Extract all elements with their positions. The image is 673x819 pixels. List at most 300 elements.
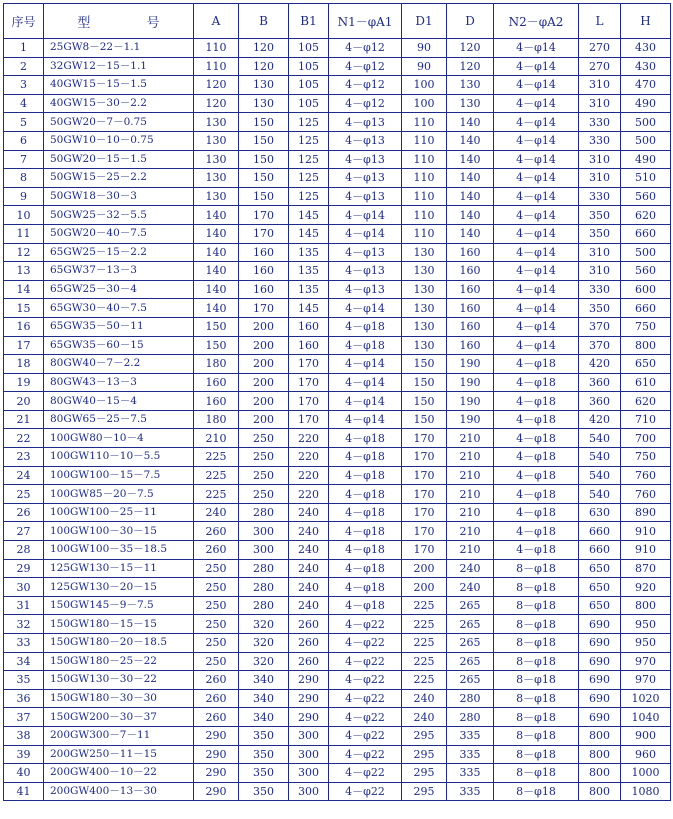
cell-a: 250 <box>194 596 239 615</box>
cell-index: 11 <box>4 224 44 243</box>
cell-n2-a2: 8－φ18 <box>494 559 579 578</box>
cell-b1: 135 <box>289 262 329 281</box>
cell-a: 140 <box>194 243 239 262</box>
cell-d1: 90 <box>402 57 447 76</box>
cell-l: 350 <box>579 224 621 243</box>
cell-d1: 225 <box>402 596 447 615</box>
cell-b: 120 <box>239 57 289 76</box>
cell-model: 100GW80－10－4 <box>44 429 194 448</box>
cell-h: 900 <box>621 726 671 745</box>
cell-d1: 110 <box>402 187 447 206</box>
cell-n1-a1: 4－φ18 <box>329 503 402 522</box>
cell-d: 140 <box>447 150 494 169</box>
cell-l: 310 <box>579 169 621 188</box>
cell-b: 200 <box>239 355 289 374</box>
cell-n1-a1: 4－φ22 <box>329 782 402 801</box>
cell-model: 100GW110－10－5.5 <box>44 448 194 467</box>
header-row <box>4 4 671 39</box>
cell-l: 270 <box>579 57 621 76</box>
cell-n1-a1: 4－φ18 <box>329 336 402 355</box>
cell-h: 650 <box>621 355 671 374</box>
cell-n2-a2: 4－φ18 <box>494 429 579 448</box>
cell-l: 690 <box>579 615 621 634</box>
cell-n1-a1: 4－φ13 <box>329 280 402 299</box>
cell-model: 50GW18－30－3 <box>44 187 194 206</box>
cell-index: 22 <box>4 429 44 448</box>
cell-h: 950 <box>621 634 671 653</box>
cell-model: 150GW180－15－15 <box>44 615 194 634</box>
table-row <box>4 634 671 653</box>
cell-h: 470 <box>621 76 671 95</box>
cell-b: 200 <box>239 392 289 411</box>
table-row <box>4 485 671 504</box>
cell-n1-a1: 4－φ18 <box>329 596 402 615</box>
cell-d1: 130 <box>402 262 447 281</box>
cell-h: 950 <box>621 615 671 634</box>
cell-a: 140 <box>194 206 239 225</box>
cell-d1: 170 <box>402 541 447 560</box>
cell-h: 750 <box>621 448 671 467</box>
cell-n1-a1: 4－φ12 <box>329 57 402 76</box>
cell-b: 350 <box>239 764 289 783</box>
cell-a: 260 <box>194 541 239 560</box>
table-row <box>4 280 671 299</box>
cell-b1: 240 <box>289 503 329 522</box>
cell-b1: 170 <box>289 373 329 392</box>
cell-n2-a2: 8－φ18 <box>494 634 579 653</box>
cell-model: 65GW37－13－3 <box>44 262 194 281</box>
cell-b: 300 <box>239 541 289 560</box>
cell-d: 160 <box>447 262 494 281</box>
cell-b: 150 <box>239 131 289 150</box>
cell-d: 210 <box>447 429 494 448</box>
cell-l: 800 <box>579 745 621 764</box>
cell-l: 660 <box>579 541 621 560</box>
cell-b1: 290 <box>289 708 329 727</box>
cell-h: 660 <box>621 224 671 243</box>
cell-l: 690 <box>579 634 621 653</box>
cell-n1-a1: 4－φ14 <box>329 373 402 392</box>
cell-a: 140 <box>194 224 239 243</box>
cell-n1-a1: 4－φ18 <box>329 485 402 504</box>
header-n2-a2: N2－φA2 <box>494 4 579 39</box>
cell-d: 190 <box>447 373 494 392</box>
table-row <box>4 131 671 150</box>
cell-d1: 170 <box>402 429 447 448</box>
cell-index: 31 <box>4 596 44 615</box>
cell-h: 700 <box>621 429 671 448</box>
cell-d: 265 <box>447 634 494 653</box>
cell-model: 80GW65－25－7.5 <box>44 410 194 429</box>
cell-n2-a2: 4－φ18 <box>494 373 579 392</box>
cell-n2-a2: 4－φ18 <box>494 466 579 485</box>
cell-index: 15 <box>4 299 44 318</box>
cell-d: 140 <box>447 187 494 206</box>
cell-index: 9 <box>4 187 44 206</box>
cell-index: 28 <box>4 541 44 560</box>
cell-d1: 240 <box>402 708 447 727</box>
header-index: 序号 <box>4 4 44 39</box>
cell-b: 150 <box>239 187 289 206</box>
cell-a: 140 <box>194 262 239 281</box>
cell-model: 65GW25－15－2.2 <box>44 243 194 262</box>
cell-n1-a1: 4－φ12 <box>329 94 402 113</box>
cell-l: 310 <box>579 150 621 169</box>
cell-n1-a1: 4－φ14 <box>329 410 402 429</box>
cell-b1: 290 <box>289 671 329 690</box>
cell-d1: 225 <box>402 652 447 671</box>
cell-d1: 150 <box>402 410 447 429</box>
cell-n2-a2: 8－φ18 <box>494 652 579 671</box>
cell-index: 33 <box>4 634 44 653</box>
cell-b1: 240 <box>289 578 329 597</box>
cell-d: 210 <box>447 448 494 467</box>
cell-d1: 200 <box>402 559 447 578</box>
cell-h: 800 <box>621 596 671 615</box>
cell-b: 350 <box>239 782 289 801</box>
cell-d1: 130 <box>402 336 447 355</box>
cell-model: 80GW40－15－4 <box>44 392 194 411</box>
cell-model: 65GW30－40－7.5 <box>44 299 194 318</box>
cell-d: 240 <box>447 578 494 597</box>
cell-index: 16 <box>4 317 44 336</box>
cell-h: 490 <box>621 150 671 169</box>
cell-l: 350 <box>579 206 621 225</box>
cell-l: 360 <box>579 373 621 392</box>
cell-model: 40GW15－30－2.2 <box>44 94 194 113</box>
cell-d: 265 <box>447 671 494 690</box>
cell-b: 350 <box>239 745 289 764</box>
cell-model: 32GW12－15－1.1 <box>44 57 194 76</box>
cell-n2-a2: 4－φ14 <box>494 317 579 336</box>
cell-l: 420 <box>579 410 621 429</box>
cell-h: 970 <box>621 671 671 690</box>
cell-model: 100GW100－15－7.5 <box>44 466 194 485</box>
cell-b1: 300 <box>289 764 329 783</box>
cell-a: 140 <box>194 299 239 318</box>
cell-n2-a2: 4－φ14 <box>494 280 579 299</box>
cell-d1: 150 <box>402 373 447 392</box>
table-row <box>4 559 671 578</box>
cell-index: 12 <box>4 243 44 262</box>
cell-model: 150GW180－25－22 <box>44 652 194 671</box>
table-row <box>4 76 671 95</box>
cell-d: 265 <box>447 615 494 634</box>
table-row <box>4 764 671 783</box>
cell-a: 130 <box>194 187 239 206</box>
cell-l: 650 <box>579 578 621 597</box>
table-row <box>4 726 671 745</box>
cell-d1: 150 <box>402 355 447 374</box>
cell-h: 760 <box>621 466 671 485</box>
cell-model: 100GW100－25－11 <box>44 503 194 522</box>
cell-index: 8 <box>4 169 44 188</box>
cell-b1: 125 <box>289 187 329 206</box>
cell-l: 540 <box>579 448 621 467</box>
cell-h: 560 <box>621 187 671 206</box>
table-row <box>4 522 671 541</box>
cell-b1: 125 <box>289 131 329 150</box>
cell-index: 14 <box>4 280 44 299</box>
cell-b: 320 <box>239 652 289 671</box>
cell-b: 170 <box>239 299 289 318</box>
cell-d1: 295 <box>402 745 447 764</box>
cell-n2-a2: 4－φ18 <box>494 392 579 411</box>
cell-d: 140 <box>447 169 494 188</box>
header-a: A <box>194 4 239 39</box>
cell-l: 650 <box>579 559 621 578</box>
cell-index: 10 <box>4 206 44 225</box>
table-row <box>4 373 671 392</box>
cell-a: 250 <box>194 559 239 578</box>
cell-d1: 130 <box>402 280 447 299</box>
header-l: L <box>579 4 621 39</box>
cell-d: 210 <box>447 466 494 485</box>
cell-n2-a2: 8－φ18 <box>494 745 579 764</box>
cell-a: 225 <box>194 466 239 485</box>
cell-index: 38 <box>4 726 44 745</box>
cell-d1: 130 <box>402 317 447 336</box>
cell-b: 130 <box>239 94 289 113</box>
cell-b1: 160 <box>289 336 329 355</box>
cell-d1: 170 <box>402 485 447 504</box>
cell-h: 710 <box>621 410 671 429</box>
cell-a: 260 <box>194 671 239 690</box>
cell-h: 750 <box>621 317 671 336</box>
cell-n1-a1: 4－φ13 <box>329 187 402 206</box>
cell-b1: 220 <box>289 429 329 448</box>
cell-b: 250 <box>239 429 289 448</box>
cell-l: 310 <box>579 94 621 113</box>
cell-b: 340 <box>239 671 289 690</box>
cell-a: 120 <box>194 76 239 95</box>
cell-d1: 150 <box>402 392 447 411</box>
cell-d: 160 <box>447 317 494 336</box>
cell-n2-a2: 8－φ18 <box>494 596 579 615</box>
cell-d: 210 <box>447 485 494 504</box>
cell-model: 100GW85－20－7.5 <box>44 485 194 504</box>
cell-a: 250 <box>194 634 239 653</box>
cell-a: 250 <box>194 615 239 634</box>
cell-l: 270 <box>579 39 621 58</box>
cell-a: 250 <box>194 652 239 671</box>
cell-b1: 260 <box>289 615 329 634</box>
cell-n1-a1: 4－φ18 <box>329 559 402 578</box>
cell-model: 50GW25－32－5.5 <box>44 206 194 225</box>
cell-n2-a2: 8－φ18 <box>494 578 579 597</box>
cell-b: 280 <box>239 578 289 597</box>
cell-n2-a2: 4－φ14 <box>494 94 579 113</box>
cell-l: 330 <box>579 113 621 132</box>
cell-d1: 225 <box>402 634 447 653</box>
cell-a: 260 <box>194 522 239 541</box>
cell-a: 210 <box>194 429 239 448</box>
cell-model: 100GW100－35－18.5 <box>44 541 194 560</box>
cell-l: 330 <box>579 280 621 299</box>
cell-n1-a1: 4－φ22 <box>329 745 402 764</box>
cell-n2-a2: 4－φ14 <box>494 131 579 150</box>
cell-n2-a2: 4－φ14 <box>494 39 579 58</box>
cell-model: 125GW130－20－15 <box>44 578 194 597</box>
cell-b: 250 <box>239 448 289 467</box>
cell-l: 310 <box>579 243 621 262</box>
header-d1: D1 <box>402 4 447 39</box>
cell-n2-a2: 4－φ14 <box>494 206 579 225</box>
cell-index: 1 <box>4 39 44 58</box>
table-row <box>4 336 671 355</box>
cell-index: 35 <box>4 671 44 690</box>
cell-n1-a1: 4－φ22 <box>329 726 402 745</box>
table-row <box>4 113 671 132</box>
cell-d: 190 <box>447 392 494 411</box>
cell-n2-a2: 4－φ14 <box>494 187 579 206</box>
cell-b: 200 <box>239 336 289 355</box>
cell-b: 350 <box>239 726 289 745</box>
cell-n2-a2: 8－φ18 <box>494 615 579 634</box>
cell-h: 500 <box>621 113 671 132</box>
cell-d: 335 <box>447 726 494 745</box>
cell-model: 65GW35－60－15 <box>44 336 194 355</box>
cell-b: 320 <box>239 615 289 634</box>
cell-l: 800 <box>579 764 621 783</box>
cell-d1: 200 <box>402 578 447 597</box>
cell-model: 150GW130－30－22 <box>44 671 194 690</box>
cell-model: 50GW20－7－0.75 <box>44 113 194 132</box>
cell-a: 140 <box>194 280 239 299</box>
cell-b: 160 <box>239 280 289 299</box>
table-row <box>4 615 671 634</box>
table-row <box>4 503 671 522</box>
cell-n1-a1: 4－φ22 <box>329 708 402 727</box>
cell-d: 210 <box>447 503 494 522</box>
cell-index: 24 <box>4 466 44 485</box>
cell-n1-a1: 4－φ22 <box>329 615 402 634</box>
cell-b: 280 <box>239 559 289 578</box>
cell-h: 430 <box>621 57 671 76</box>
cell-index: 29 <box>4 559 44 578</box>
table-row <box>4 224 671 243</box>
cell-b1: 160 <box>289 317 329 336</box>
cell-a: 160 <box>194 392 239 411</box>
cell-h: 1020 <box>621 689 671 708</box>
cell-d: 120 <box>447 39 494 58</box>
cell-n2-a2: 4－φ14 <box>494 76 579 95</box>
table-row <box>4 671 671 690</box>
cell-model: 125GW130－15－11 <box>44 559 194 578</box>
cell-l: 370 <box>579 317 621 336</box>
table-row <box>4 392 671 411</box>
cell-h: 620 <box>621 392 671 411</box>
table-row <box>4 708 671 727</box>
table-row <box>4 410 671 429</box>
cell-n1-a1: 4－φ12 <box>329 76 402 95</box>
cell-d1: 130 <box>402 299 447 318</box>
cell-n1-a1: 4－φ12 <box>329 39 402 58</box>
cell-d: 160 <box>447 299 494 318</box>
table-row <box>4 57 671 76</box>
cell-model: 40GW15－15－1.5 <box>44 76 194 95</box>
cell-n1-a1: 4－φ18 <box>329 317 402 336</box>
cell-index: 30 <box>4 578 44 597</box>
cell-model: 200GW400－10－22 <box>44 764 194 783</box>
table-row <box>4 206 671 225</box>
cell-l: 540 <box>579 429 621 448</box>
cell-a: 290 <box>194 745 239 764</box>
cell-a: 130 <box>194 113 239 132</box>
cell-a: 290 <box>194 764 239 783</box>
cell-h: 960 <box>621 745 671 764</box>
cell-l: 350 <box>579 299 621 318</box>
cell-n1-a1: 4－φ22 <box>329 671 402 690</box>
cell-model: 150GW180－20－18.5 <box>44 634 194 653</box>
cell-b1: 145 <box>289 299 329 318</box>
table-row <box>4 94 671 113</box>
cell-d: 140 <box>447 206 494 225</box>
cell-d: 210 <box>447 522 494 541</box>
header-b: B <box>239 4 289 39</box>
cell-d1: 110 <box>402 169 447 188</box>
cell-b: 160 <box>239 243 289 262</box>
cell-model: 150GW145－9－7.5 <box>44 596 194 615</box>
table-row <box>4 596 671 615</box>
cell-index: 23 <box>4 448 44 467</box>
cell-n2-a2: 4－φ14 <box>494 262 579 281</box>
cell-index: 6 <box>4 131 44 150</box>
cell-h: 490 <box>621 94 671 113</box>
cell-l: 310 <box>579 262 621 281</box>
cell-n2-a2: 8－φ18 <box>494 726 579 745</box>
cell-h: 1040 <box>621 708 671 727</box>
cell-index: 5 <box>4 113 44 132</box>
cell-d: 335 <box>447 764 494 783</box>
cell-a: 260 <box>194 689 239 708</box>
cell-a: 250 <box>194 578 239 597</box>
cell-a: 180 <box>194 355 239 374</box>
cell-n2-a2: 8－φ18 <box>494 708 579 727</box>
cell-d: 160 <box>447 280 494 299</box>
cell-d1: 110 <box>402 224 447 243</box>
cell-b: 200 <box>239 410 289 429</box>
table-row <box>4 39 671 58</box>
cell-b1: 300 <box>289 782 329 801</box>
cell-l: 650 <box>579 596 621 615</box>
cell-d: 120 <box>447 57 494 76</box>
cell-l: 540 <box>579 466 621 485</box>
cell-b1: 105 <box>289 39 329 58</box>
cell-model: 200GW400－13－30 <box>44 782 194 801</box>
cell-n1-a1: 4－φ13 <box>329 243 402 262</box>
cell-index: 20 <box>4 392 44 411</box>
table-row <box>4 429 671 448</box>
cell-d1: 130 <box>402 243 447 262</box>
cell-n1-a1: 4－φ22 <box>329 689 402 708</box>
cell-b: 200 <box>239 317 289 336</box>
cell-h: 1080 <box>621 782 671 801</box>
cell-n2-a2: 4－φ14 <box>494 150 579 169</box>
cell-b1: 260 <box>289 652 329 671</box>
cell-n2-a2: 4－φ18 <box>494 522 579 541</box>
header-model: 型 号 <box>44 4 194 39</box>
cell-model: 80GW43－13－3 <box>44 373 194 392</box>
cell-a: 260 <box>194 708 239 727</box>
cell-b1: 240 <box>289 541 329 560</box>
cell-model: 25GW8－22－1.1 <box>44 39 194 58</box>
cell-b: 320 <box>239 634 289 653</box>
cell-d1: 110 <box>402 206 447 225</box>
cell-n2-a2: 8－φ18 <box>494 764 579 783</box>
cell-l: 330 <box>579 187 621 206</box>
cell-b: 280 <box>239 503 289 522</box>
